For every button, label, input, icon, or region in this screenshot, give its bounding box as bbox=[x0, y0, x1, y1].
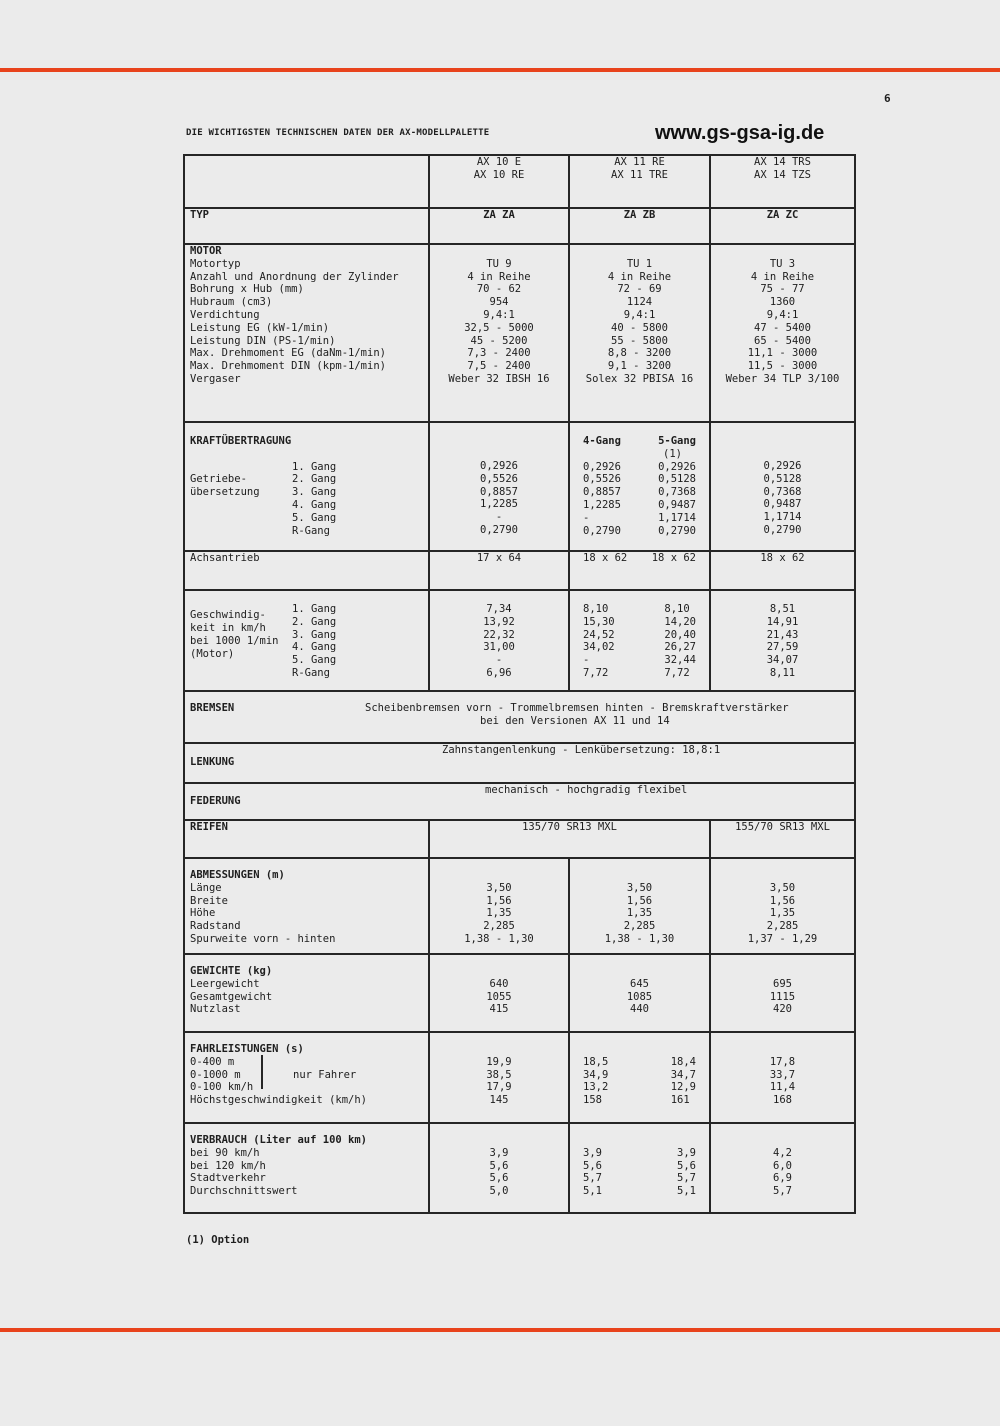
table-value: 0,2926 bbox=[583, 460, 621, 473]
table-value: 8,10 bbox=[583, 603, 609, 615]
federung-cell bbox=[184, 783, 855, 820]
table-value: Max. Drehmoment DIN (kpm-1/min) bbox=[190, 360, 386, 373]
table-value: 0,8857 bbox=[480, 485, 518, 498]
section-title: KRAFTÜBERTRAGUNG bbox=[190, 435, 292, 447]
table-value: 161 bbox=[670, 1094, 690, 1107]
table-value: 7,34 bbox=[486, 603, 512, 615]
table-value: Spurweite vorn - hinten bbox=[190, 932, 336, 945]
table-value: 8,11 bbox=[769, 666, 796, 679]
table-value: 0,2926 bbox=[480, 460, 518, 472]
table-value: 1,35 bbox=[486, 907, 512, 920]
speed-col2b bbox=[664, 603, 696, 680]
group-label: übersetzung bbox=[190, 486, 260, 499]
table-value: 20,40 bbox=[664, 628, 696, 641]
section-title: MOTOR bbox=[190, 245, 222, 257]
table-value: 1115 bbox=[769, 990, 796, 1003]
table-value: 0,2926 bbox=[763, 460, 802, 472]
spec-table bbox=[183, 154, 856, 1214]
achsantrieb-label: Achsantrieb bbox=[184, 551, 429, 590]
table-value: 2,285 bbox=[623, 920, 656, 933]
table-value bbox=[435, 1134, 563, 1147]
motor-row bbox=[184, 244, 855, 422]
table-value: 34,07 bbox=[766, 654, 799, 667]
table-value: 2. Gang bbox=[292, 615, 337, 628]
table-value: bei 1000 1/min bbox=[190, 634, 279, 647]
table-value: Bohrung x Hub (mm) bbox=[190, 283, 304, 296]
table-value: 22,32 bbox=[483, 628, 515, 641]
table-value: 4 in Reihe bbox=[750, 270, 815, 283]
table-value: bei 120 km/h bbox=[190, 1159, 266, 1172]
table-value: 3,50 bbox=[486, 881, 512, 894]
gewichte-col3 bbox=[710, 954, 855, 1032]
speed-col3 bbox=[710, 590, 855, 691]
table-value: 5,7 bbox=[677, 1172, 696, 1185]
table-value bbox=[716, 965, 849, 978]
table-value: 0,2926 bbox=[658, 460, 696, 473]
federung-row bbox=[184, 783, 855, 820]
achsantrieb-col2 bbox=[569, 551, 710, 590]
table-value: 5,1 bbox=[583, 1185, 602, 1198]
table-value: bei 90 km/h bbox=[190, 1146, 260, 1159]
col-subhead: 5-Gang bbox=[658, 435, 696, 447]
table-value: 5,6 bbox=[489, 1159, 509, 1172]
speed-labels bbox=[184, 590, 429, 691]
typ-col2: ZA ZB bbox=[569, 208, 710, 244]
table-value: 645 bbox=[630, 977, 649, 990]
table-value: 3,9 bbox=[489, 1146, 509, 1159]
table-value: 32,5 - 5000 bbox=[464, 321, 534, 334]
table-value: 1,2285 bbox=[583, 498, 621, 511]
lenkung-row bbox=[184, 743, 855, 783]
table-value bbox=[677, 1134, 696, 1147]
model-name: AX 10 RE bbox=[473, 168, 525, 181]
table-value: 1,38 - 1,30 bbox=[604, 932, 675, 945]
fahrleistungen-row bbox=[184, 1032, 855, 1123]
table-value: Durchschnittswert bbox=[190, 1185, 298, 1198]
table-value: 640 bbox=[489, 977, 509, 990]
table-value: 18,4 bbox=[670, 1055, 696, 1068]
gear-list bbox=[292, 603, 342, 680]
table-value bbox=[583, 1134, 602, 1147]
abmessungen-labels bbox=[184, 858, 429, 954]
gewichte-labels bbox=[184, 954, 429, 1032]
table-value: 5,7 bbox=[583, 1172, 602, 1185]
table-value: 14,20 bbox=[664, 615, 696, 628]
table-value: TU 1 bbox=[626, 257, 653, 270]
table-value: 0,9487 bbox=[658, 498, 696, 511]
model-col1 bbox=[429, 155, 569, 208]
table-value: 15,30 bbox=[583, 615, 615, 628]
table-value: 6,96 bbox=[486, 666, 512, 679]
table-value: Höchstgeschwindigkeit (km/h) bbox=[190, 1094, 368, 1107]
table-value: 1. Gang bbox=[292, 603, 337, 615]
table-value: keit in km/h bbox=[190, 622, 266, 635]
verbrauch-labels bbox=[184, 1123, 429, 1213]
reifen-col12: 135/70 SR13 MXL bbox=[429, 820, 710, 858]
typ-col3: ZA ZC bbox=[710, 208, 855, 244]
table-value: 1,56 bbox=[769, 894, 796, 907]
table-value: Vergaser bbox=[190, 372, 241, 385]
option-mark: (1) bbox=[663, 447, 682, 460]
section-title: FEDERUNG bbox=[190, 795, 241, 807]
achsantrieb-col1: 17 x 64 bbox=[429, 551, 569, 590]
model-name: AX 14 TRS bbox=[754, 156, 811, 168]
table-value: 7,3 - 2400 bbox=[467, 347, 531, 360]
verbrauch-row bbox=[184, 1123, 855, 1213]
table-value: 24,52 bbox=[583, 628, 615, 641]
table-value: 5. Gang bbox=[292, 654, 337, 667]
footnote: (1) Option bbox=[186, 1234, 250, 1246]
table-value: 0,5526 bbox=[583, 473, 621, 486]
table-value: 72 - 69 bbox=[617, 283, 662, 296]
verbrauch-col2 bbox=[569, 1123, 710, 1213]
table-value: 1,56 bbox=[486, 894, 512, 907]
bremsen-row bbox=[184, 691, 855, 743]
gear-list bbox=[292, 461, 342, 538]
abmessungen-col2 bbox=[569, 858, 710, 954]
table-value: - bbox=[495, 654, 503, 667]
table-value: 0,2790 bbox=[658, 524, 696, 537]
table-value: Max. Drehmoment EG (daNm-1/min) bbox=[190, 347, 386, 360]
kraft-row bbox=[184, 422, 855, 551]
table-value: 4,2 bbox=[773, 1146, 792, 1159]
kraft-col2a bbox=[583, 461, 621, 538]
reifen-row bbox=[184, 820, 855, 858]
table-value: 38,5 bbox=[486, 1068, 512, 1081]
motor-col3 bbox=[710, 244, 855, 422]
model-col3 bbox=[710, 155, 855, 208]
table-value: Leistung EG (kW-1/min) bbox=[190, 321, 330, 334]
table-value: R-Gang bbox=[292, 666, 330, 679]
typ-label: TYP bbox=[184, 208, 429, 244]
table-value: 34,02 bbox=[583, 641, 615, 654]
table-value: 75 - 77 bbox=[760, 283, 805, 296]
table-value: 1055 bbox=[486, 990, 512, 1003]
page-number: 6 bbox=[884, 92, 891, 105]
reifen-col3: 155/70 SR13 MXL bbox=[710, 820, 855, 858]
table-value: Anzahl und Anordnung der Zylinder bbox=[190, 270, 399, 283]
table-value: 0,2790 bbox=[583, 524, 621, 537]
table-value: Weber 32 IBSH 16 bbox=[448, 372, 550, 385]
speed-col1 bbox=[429, 590, 569, 691]
table-value bbox=[435, 245, 563, 258]
table-value: 0-400 m bbox=[190, 1055, 235, 1068]
fahr-col2 bbox=[569, 1032, 710, 1123]
kraft-col2b bbox=[658, 461, 696, 538]
table-value: Stadtverkehr bbox=[190, 1172, 266, 1185]
kraft-col2 bbox=[569, 422, 710, 551]
fahr-col3 bbox=[710, 1032, 855, 1123]
table-value: 7,72 bbox=[664, 666, 690, 679]
table-value: 3. Gang bbox=[292, 628, 337, 641]
table-value: 1,56 bbox=[626, 894, 653, 907]
model-name: AX 11 TRE bbox=[611, 168, 668, 181]
table-value: - bbox=[495, 511, 503, 524]
website-watermark: www.gs-gsa-ig.de bbox=[655, 122, 825, 144]
table-value: 17,9 bbox=[486, 1081, 512, 1094]
table-value: 1085 bbox=[626, 990, 653, 1003]
section-title: LENKUNG bbox=[190, 756, 235, 768]
speed-col2a bbox=[583, 603, 615, 680]
table-value: 8,10 bbox=[664, 603, 690, 615]
table-value: 0,7368 bbox=[763, 485, 802, 498]
model-name: AX 10 E bbox=[476, 156, 522, 168]
table-value: 0,5526 bbox=[480, 472, 518, 485]
table-value: 6,0 bbox=[773, 1159, 792, 1172]
table-value: 13,92 bbox=[483, 615, 515, 628]
typ-col1: ZA ZA bbox=[429, 208, 569, 244]
table-value: 4. Gang bbox=[292, 641, 337, 654]
table-value: 3,50 bbox=[626, 881, 653, 894]
table-value: 8,8 - 3200 bbox=[607, 347, 672, 360]
table-value: 47 - 5400 bbox=[754, 321, 811, 334]
speed-row bbox=[184, 590, 855, 691]
gewichte-col2 bbox=[569, 954, 710, 1032]
motor-col2 bbox=[569, 244, 710, 422]
table-value bbox=[716, 1134, 849, 1147]
value: 18 x 62 bbox=[583, 552, 628, 564]
fahr-col2b bbox=[671, 1056, 696, 1107]
table-value: 3,9 bbox=[583, 1146, 602, 1159]
table-value: 9,1 - 3200 bbox=[607, 360, 672, 373]
table-value: Weber 34 TLP 3/100 bbox=[725, 372, 840, 385]
gewichte-col1 bbox=[429, 954, 569, 1032]
table-value: 1,1714 bbox=[658, 511, 696, 524]
table-value: 1,37 - 1,29 bbox=[747, 932, 818, 945]
table-value: 5,7 bbox=[773, 1185, 792, 1198]
speed-group-label bbox=[190, 603, 292, 680]
table-value: 11,1 - 3000 bbox=[747, 347, 818, 360]
table-value: 17,8 bbox=[769, 1055, 796, 1068]
table-value: 1,2285 bbox=[480, 498, 518, 511]
table-value: 4 in Reihe bbox=[607, 270, 672, 283]
table-value: 3,50 bbox=[769, 881, 796, 894]
table-value: TU 3 bbox=[769, 257, 796, 270]
table-value: 13,2 bbox=[583, 1081, 609, 1094]
table-value: 415 bbox=[489, 1003, 509, 1016]
table-value: 1,1714 bbox=[763, 511, 802, 524]
table-value: 9,4:1 bbox=[483, 308, 515, 321]
table-value: 0,7368 bbox=[658, 486, 696, 499]
lenkung-text: Zahnstangenlenkung - Lenkübersetzung: 18,8:1 bbox=[442, 744, 721, 756]
bremsen-text: bei den Versionen AX 11 und 14 bbox=[480, 714, 670, 727]
table-value bbox=[716, 869, 849, 882]
table-value: 440 bbox=[630, 1003, 649, 1016]
section-title: VERBRAUCH (Liter auf 100 km) bbox=[190, 1134, 368, 1146]
table-value bbox=[575, 869, 704, 882]
table-value: 2,285 bbox=[483, 920, 515, 933]
table-value: 5. Gang bbox=[292, 511, 337, 524]
table-value: Geschwindig- bbox=[190, 609, 266, 622]
model-col2 bbox=[569, 155, 710, 208]
table-value: Breite bbox=[190, 894, 228, 907]
fahrleistungen-labels bbox=[184, 1032, 429, 1123]
table-value: 7,5 - 2400 bbox=[467, 360, 531, 373]
table-value bbox=[575, 965, 704, 978]
table-value: 45 - 5200 bbox=[470, 334, 528, 347]
table-value: Motortyp bbox=[190, 257, 241, 270]
table-value: 4 in Reihe bbox=[467, 270, 531, 283]
table-value: 0,2790 bbox=[763, 523, 802, 536]
top-red-rule bbox=[0, 68, 1000, 72]
table-value: R-Gang bbox=[292, 524, 330, 537]
table-value: 5,6 bbox=[583, 1159, 602, 1172]
model-name: AX 11 RE bbox=[614, 156, 665, 168]
table-value: 0,2790 bbox=[480, 523, 518, 536]
reifen-label: REIFEN bbox=[184, 820, 429, 858]
table-value bbox=[575, 245, 704, 258]
table-value: 1,35 bbox=[626, 907, 653, 920]
table-value: Leergewicht bbox=[190, 977, 260, 990]
motor-col1 bbox=[429, 244, 569, 422]
bremsen-text: Scheibenbremsen vorn - Trommelbremsen hinten - Bremskraftverstärker bbox=[365, 702, 789, 714]
section-title: FAHRLEISTUNGEN (s) bbox=[190, 1043, 304, 1055]
table-value: 145 bbox=[489, 1094, 509, 1107]
col-subhead: 4-Gang bbox=[583, 435, 621, 447]
table-value: 0,5128 bbox=[763, 472, 802, 485]
abmessungen-col1 bbox=[429, 858, 569, 954]
fahr-note: nur Fahrer bbox=[293, 1069, 357, 1081]
table-value: Gesamtgewicht bbox=[190, 990, 273, 1003]
table-value: 5,6 bbox=[677, 1159, 696, 1172]
table-value: 9,4:1 bbox=[766, 308, 799, 321]
achsantrieb-col3: 18 x 62 bbox=[710, 551, 855, 590]
table-value: 5,1 bbox=[677, 1185, 696, 1198]
fahr-col2a bbox=[583, 1056, 608, 1107]
table-value bbox=[435, 869, 563, 882]
table-value: Verdichtung bbox=[190, 308, 260, 321]
table-value: - bbox=[583, 654, 590, 667]
table-value: Solex 32 PBISA 16 bbox=[585, 372, 694, 385]
table-value: 11,4 bbox=[769, 1081, 796, 1094]
table-value: 3,9 bbox=[677, 1146, 696, 1159]
table-value: Leistung DIN (PS-1/min) bbox=[190, 334, 336, 347]
table-value: 5,6 bbox=[489, 1172, 509, 1185]
table-value: 27,59 bbox=[766, 641, 799, 654]
table-value: TU 9 bbox=[486, 257, 512, 270]
table-value: 11,5 - 3000 bbox=[747, 360, 818, 373]
table-value: 40 - 5800 bbox=[611, 321, 668, 334]
bracket-line bbox=[261, 1055, 263, 1089]
section-title: ABMESSUNGEN (m) bbox=[190, 869, 285, 881]
table-value: 954 bbox=[489, 296, 509, 309]
empty-corner-cell bbox=[184, 155, 429, 208]
verbrauch-col2a bbox=[583, 1134, 602, 1198]
abmessungen-row bbox=[184, 858, 855, 954]
table-value: 9,4:1 bbox=[623, 308, 656, 321]
table-value: 19,9 bbox=[486, 1055, 512, 1068]
verbrauch-col1 bbox=[429, 1123, 569, 1213]
table-value: Höhe bbox=[190, 907, 216, 920]
table-value: Hubraum (cm3) bbox=[190, 296, 273, 309]
verbrauch-col3 bbox=[710, 1123, 855, 1213]
section-title: GEWICHTE (kg) bbox=[190, 965, 273, 977]
table-value bbox=[716, 245, 849, 258]
table-value: 5,0 bbox=[489, 1185, 509, 1198]
table-value: 1. Gang bbox=[292, 460, 337, 473]
gewichte-row bbox=[184, 954, 855, 1032]
bottom-red-rule bbox=[0, 1328, 1000, 1332]
table-value: 3. Gang bbox=[292, 486, 337, 499]
table-value: 26,27 bbox=[664, 641, 696, 654]
table-value: 33,7 bbox=[769, 1068, 796, 1081]
table-value: 7,72 bbox=[583, 666, 609, 679]
models-row bbox=[184, 155, 855, 208]
table-value: 14,91 bbox=[766, 615, 799, 628]
table-value: 21,43 bbox=[766, 628, 799, 641]
table-value: 1124 bbox=[626, 296, 653, 309]
table-value: (Motor) bbox=[190, 647, 235, 660]
achsantrieb-row bbox=[184, 551, 855, 590]
abmessungen-col3 bbox=[710, 858, 855, 954]
table-value: 2,285 bbox=[766, 920, 799, 933]
bremsen-cell bbox=[184, 691, 855, 743]
table-value: 55 - 5800 bbox=[611, 334, 668, 347]
table-value: 695 bbox=[773, 977, 792, 990]
document-heading: DIE WICHTIGSTEN TECHNISCHEN DATEN DER AX-MODELLPALETTE bbox=[186, 128, 490, 138]
table-value: 0,5128 bbox=[658, 473, 696, 486]
lenkung-cell bbox=[184, 743, 855, 783]
table-value: 34,9 bbox=[583, 1068, 609, 1081]
table-value: Nutzlast bbox=[190, 1003, 241, 1016]
kraft-labels bbox=[184, 422, 429, 551]
table-value: - bbox=[583, 511, 590, 524]
table-value: 1,38 - 1,30 bbox=[464, 932, 534, 945]
speed-col2 bbox=[569, 590, 710, 691]
kraft-col3 bbox=[710, 422, 855, 551]
table-value: 32,44 bbox=[664, 654, 696, 667]
federung-text: mechanisch - hochgradig flexibel bbox=[485, 784, 688, 796]
value: 18 x 62 bbox=[651, 552, 696, 564]
table-value: 158 bbox=[583, 1094, 602, 1107]
typ-row bbox=[184, 208, 855, 244]
table-value: Länge bbox=[190, 881, 222, 894]
table-value: 1360 bbox=[769, 296, 796, 309]
table-value: 18,5 bbox=[583, 1055, 609, 1068]
table-value: 1,35 bbox=[769, 907, 796, 920]
kraft-col1 bbox=[429, 422, 569, 551]
verbrauch-col2b bbox=[677, 1134, 696, 1198]
section-title: BREMSEN bbox=[190, 702, 235, 714]
table-value: 0,9487 bbox=[763, 498, 802, 511]
table-value: 34,7 bbox=[670, 1068, 696, 1081]
table-value: 70 - 62 bbox=[476, 283, 522, 296]
table-value: 31,00 bbox=[483, 641, 515, 654]
table-value: 6,9 bbox=[773, 1172, 792, 1185]
table-value bbox=[435, 965, 563, 978]
table-value: 420 bbox=[773, 1003, 792, 1016]
table-value: 8,51 bbox=[769, 603, 796, 615]
table-value: 65 - 5400 bbox=[754, 334, 811, 347]
motor-labels bbox=[184, 244, 429, 422]
group-label: Getriebe- bbox=[190, 473, 247, 486]
table-value: 168 bbox=[773, 1094, 792, 1107]
table-value: Radstand bbox=[190, 920, 241, 933]
table-value: 12,9 bbox=[670, 1081, 696, 1094]
table-value: 0,8857 bbox=[583, 486, 621, 499]
model-name: AX 14 TZS bbox=[754, 168, 811, 181]
table-value: 0-100 km/h bbox=[190, 1081, 254, 1094]
table-value: 4. Gang bbox=[292, 498, 337, 511]
fahr-col1 bbox=[429, 1032, 569, 1123]
table-value: 2. Gang bbox=[292, 473, 337, 486]
table-value: 0-1000 m bbox=[190, 1068, 241, 1081]
